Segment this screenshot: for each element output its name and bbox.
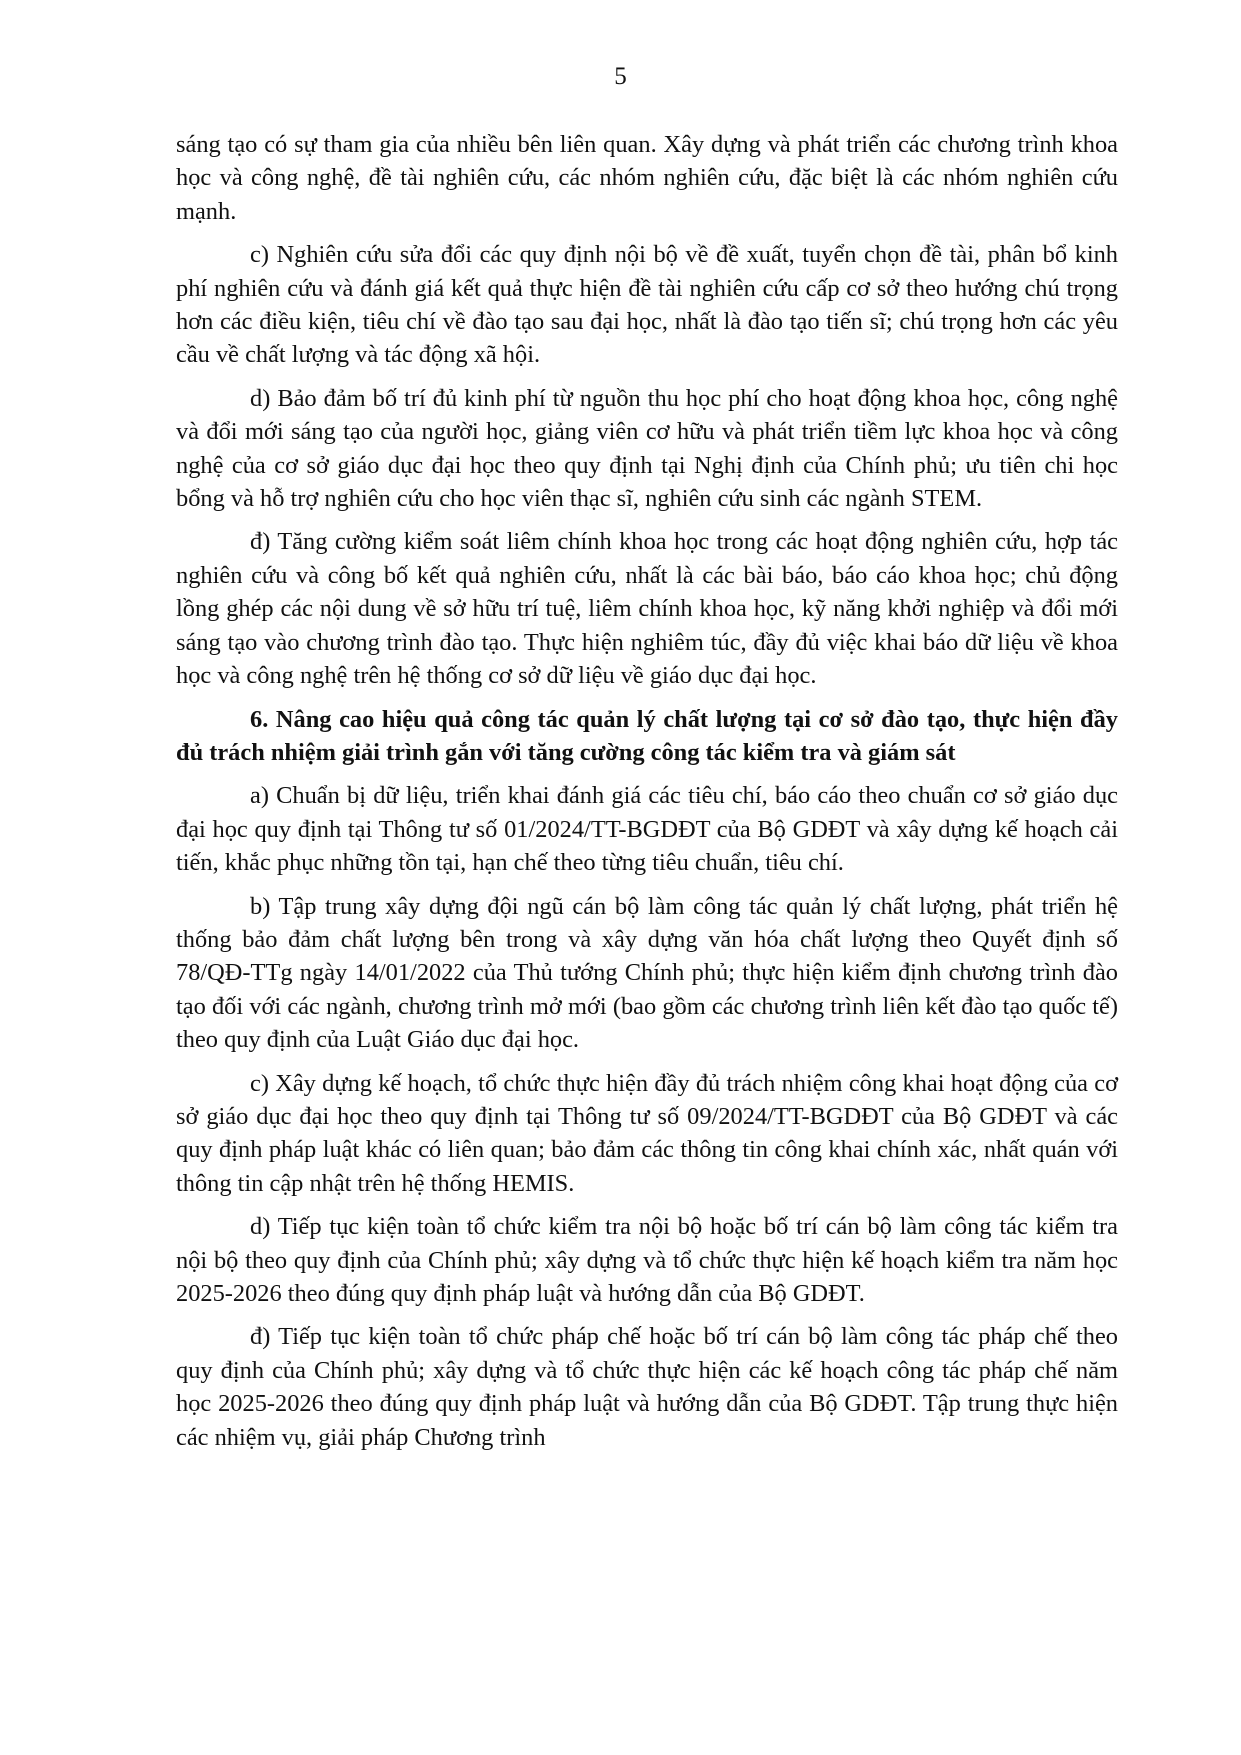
paragraph-continuation: sáng tạo có sự tham gia của nhiều bên liên quan. Xây dựng và phát triển các chương trình khoa học và công nghệ, đề tài nghiên cứu, các nhóm nghiên cứu, đặc biệt là các nhóm nghiên cứu mạnh. xyxy=(176,131,1118,225)
section-heading-6: 6. Nâng cao hiệu quả công tác quản lý chất lượng tại cơ sở đào tạo, thực hiện đầy đủ trách nhiệm giải trình gắn với tăng cường công tác kiểm tra và giám sát xyxy=(176,705,1118,766)
paragraph-item-dd-2: đ) Tiếp tục kiện toàn tổ chức pháp chế hoặc bố trí cán bộ làm công tác pháp chế theo quy định của Chính phủ; xây dựng và tổ chức thực hiện các kế hoạch công tác pháp chế năm học 2025-2026 theo đúng quy định pháp luật và hướng dẫn của Bộ GDĐT. Tập trung thực hiện các nhiệm vụ, giải pháp Chương trình xyxy=(176,1323,1118,1451)
paragraph-item-dd: đ) Tăng cường kiểm soát liêm chính khoa học trong các hoạt động nghiên cứu, hợp tác nghiên cứu và công bố kết quả nghiên cứu, nhất là các bài báo, báo cáo khoa học; chủ động lồng ghép các nội dung về sở hữu trí tuệ, liêm chính khoa học, kỹ năng khởi nghiệp và đổi mới sáng tạo vào chương trình đào tạo. Thực hiện nghiêm túc, đầy đủ việc khai báo dữ liệu về khoa học và công nghệ trên hệ thống cơ sở dữ liệu về giáo dục đại học. xyxy=(176,528,1118,690)
paragraph-item-d: d) Bảo đảm bố trí đủ kinh phí từ nguồn thu học phí cho hoạt động khoa học, công nghệ và đổi mới sáng tạo của người học, giảng viên cơ hữu và phát triển tiềm lực khoa học và công nghệ của cơ sở giáo dục đại học theo quy định tại Nghị định của Chính phủ; ưu tiên chi học bổng và hỗ trợ nghiên cứu cho học viên thạc sĩ, nghiên cứu sinh các ngành STEM. xyxy=(176,384,1118,513)
document-body xyxy=(176,128,1118,1464)
page-number: 5 xyxy=(614,63,627,90)
paragraph-item-c-2: c) Xây dựng kế hoạch, tổ chức thực hiện đầy đủ trách nhiệm công khai hoạt động của cơ sở giáo dục đại học theo quy định tại Thông tư số 09/2024/TT-BGDĐT của Bộ GDĐT và các quy định pháp luật khác có liên quan; bảo đảm các thông tin công khai chính xác, nhất quán với thông tin cập nhật trên hệ thống HEMIS. xyxy=(176,1069,1118,1197)
paragraph-item-d-2: d) Tiếp tục kiện toàn tổ chức kiểm tra nội bộ hoặc bố trí cán bộ làm công tác kiểm tra nội bộ theo quy định của Chính phủ; xây dựng và tổ chức thực hiện kế hoạch kiểm tra năm học 2025-2026 theo đúng quy định pháp luật và hướng dẫn của Bộ GDĐT. xyxy=(176,1213,1118,1307)
paragraph-item-c: c) Nghiên cứu sửa đổi các quy định nội bộ về đề xuất, tuyển chọn đề tài, phân bổ kinh phí nghiên cứu và đánh giá kết quả thực hiện đề tài nghiên cứu cấp cơ sở theo hướng chú trọng hơn các điều kiện, tiêu chí về đào tạo sau đại học, nhất là đào tạo tiến sĩ; chú trọng hơn các yêu cầu về chất lượng và tác động xã hội. xyxy=(176,241,1118,369)
paragraph-item-a: a) Chuẩn bị dữ liệu, triển khai đánh giá các tiêu chí, báo cáo theo chuẩn cơ sở giáo dục đại học quy định tại Thông tư số 01/2024/TT-BGDĐT của Bộ GDĐT và xây dựng kế hoạch cải tiến, khắc phục những tồn tại, hạn chế theo từng tiêu chuẩn, tiêu chí. xyxy=(176,782,1118,877)
paragraph-item-b: b) Tập trung xây dựng đội ngũ cán bộ làm công tác quản lý chất lượng, phát triển hệ thống bảo đảm chất lượng bên trong và xây dựng văn hóa chất lượng theo Quyết định số 78/QĐ-TTg ngày 14/01/2022 của Thủ tướng Chính phủ; thực hiện kiểm định chương trình đào tạo đối với các ngành, chương trình mở mới (bao gồm các chương trình liên kết đào tạo quốc tế) theo quy định của Luật Giáo dục đại học. xyxy=(176,892,1118,1054)
